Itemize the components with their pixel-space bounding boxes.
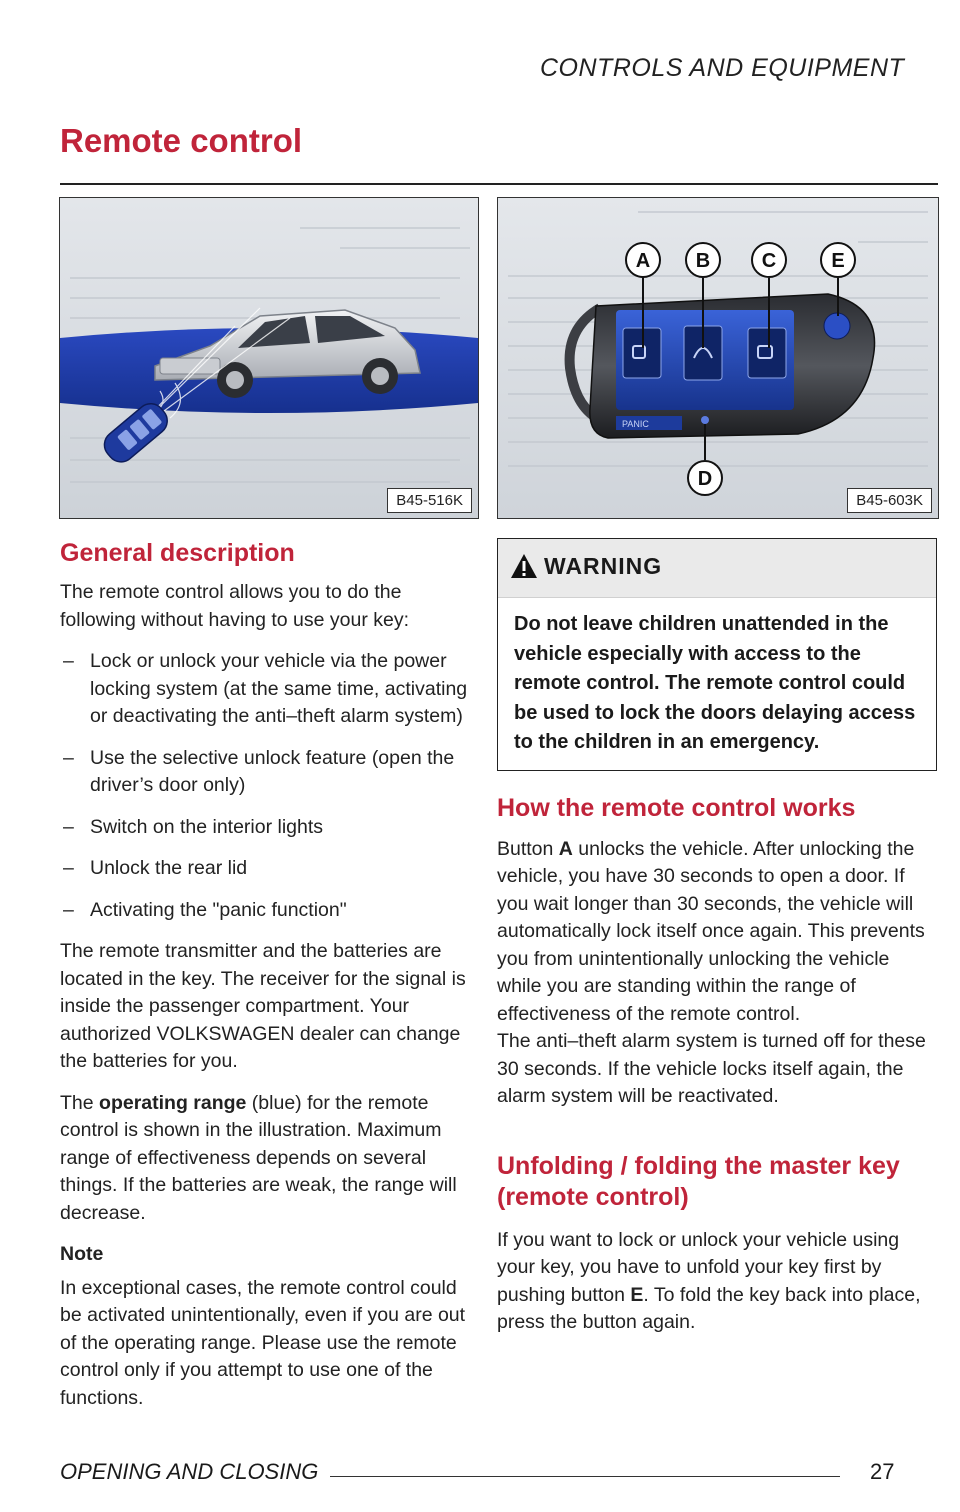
how-it-works-heading: How the remote control works <box>497 793 856 822</box>
callout-D: D <box>697 468 713 490</box>
header-rule <box>60 183 938 185</box>
figure-car-remote-range <box>59 197 479 519</box>
how-it-works-paragraph: Button A unlocks the vehicle. After unlocking the vehicle, you have 30 seconds to open a door. If you wait longer than 30 seconds, the vehicle will automatically lock itself once again. This prevents you from unintentionally unlocking the vehicle while you are standing within the range of effectiveness of the remote control. <box>497 837 925 1025</box>
button-a-ref: A <box>558 837 573 860</box>
figure-code: B45-603K <box>847 488 932 513</box>
transmitter-paragraph: The remote transmitter and the batteries are located in the key. The receiver for the signal is inside the passenger compartment. Your authorized VOLKSWAGEN dealer can change the batteries for you. <box>60 940 466 1072</box>
section-title: Remote control <box>60 122 303 159</box>
list-item: – Activating the "panic function" <box>60 897 480 925</box>
operating-range-paragraph: The operating range (blue) for the remote control is shown in the illustration. Maximum range of effectiveness depends on several things. If the batteries are weak, the range will decrease. <box>60 1091 457 1224</box>
chapter-header: CONTROLS AND EQUIPMENT <box>540 54 905 82</box>
button-e-ref: E <box>630 1283 644 1306</box>
page-number: 27 <box>870 1459 895 1484</box>
callout-B: B <box>695 250 711 272</box>
callout-E: E <box>831 250 845 272</box>
list-item: – Use the selective unlock feature (open the driver’s door only) <box>60 745 480 800</box>
list-item: – Switch on the interior lights <box>60 814 480 842</box>
note-paragraph: In exceptional cases, the remote control could be activated unintentionally, even if you are out of the operating range. Please use the remote control only if you attempt to use one of the functions. <box>60 1276 466 1409</box>
panic-label: PANIC <box>622 419 649 429</box>
operating-range-term: operating range <box>99 1091 247 1114</box>
feature-list <box>60 648 480 924</box>
footer-section: OPENING AND CLOSING <box>60 1459 319 1484</box>
list-item: – Unlock the rear lid <box>60 855 480 883</box>
callout-A: A <box>635 250 651 272</box>
general-description-heading: General description <box>60 539 295 567</box>
fold-button-shape <box>824 313 850 339</box>
unfolding-heading: Unfolding / folding the master key (remote control) <box>497 1151 900 1211</box>
unfolding-paragraph: If you want to lock or unlock your vehicle using your key, you have to unfold your key first by pushing button E. To fold the key back into place, press the button again. <box>497 1228 921 1333</box>
note-heading: Note <box>60 1243 104 1265</box>
left-column <box>60 538 480 1426</box>
callout-C: C <box>761 250 777 272</box>
figure-code: B45-516K <box>387 488 472 513</box>
warning-triangle-icon <box>510 553 538 579</box>
intro-paragraph: The remote control allows you to do the following without having to use your key: <box>60 581 410 631</box>
list-item: – Lock or unlock your vehicle via the power locking system (at the same time, activating or deactivating the anti–theft alarm system) <box>60 648 480 731</box>
figure-key-fob <box>497 197 939 519</box>
right-column <box>497 538 937 1351</box>
warning-text: Do not leave children unattended in the vehicle especially with access to the remote control. The remote control could be used to lock the doors delaying access to the children in an emergency. <box>514 613 916 753</box>
warning-label: WARNING <box>544 553 663 579</box>
car-illustration <box>60 198 478 518</box>
footer-rule <box>330 1476 840 1477</box>
warning-box <box>497 538 937 771</box>
alarm-paragraph: The anti–theft alarm system is turned off for these 30 seconds. If the vehicle locks itself again, the alarm system will be reactivated. <box>497 1030 926 1107</box>
key-fob-illustration <box>498 198 938 518</box>
